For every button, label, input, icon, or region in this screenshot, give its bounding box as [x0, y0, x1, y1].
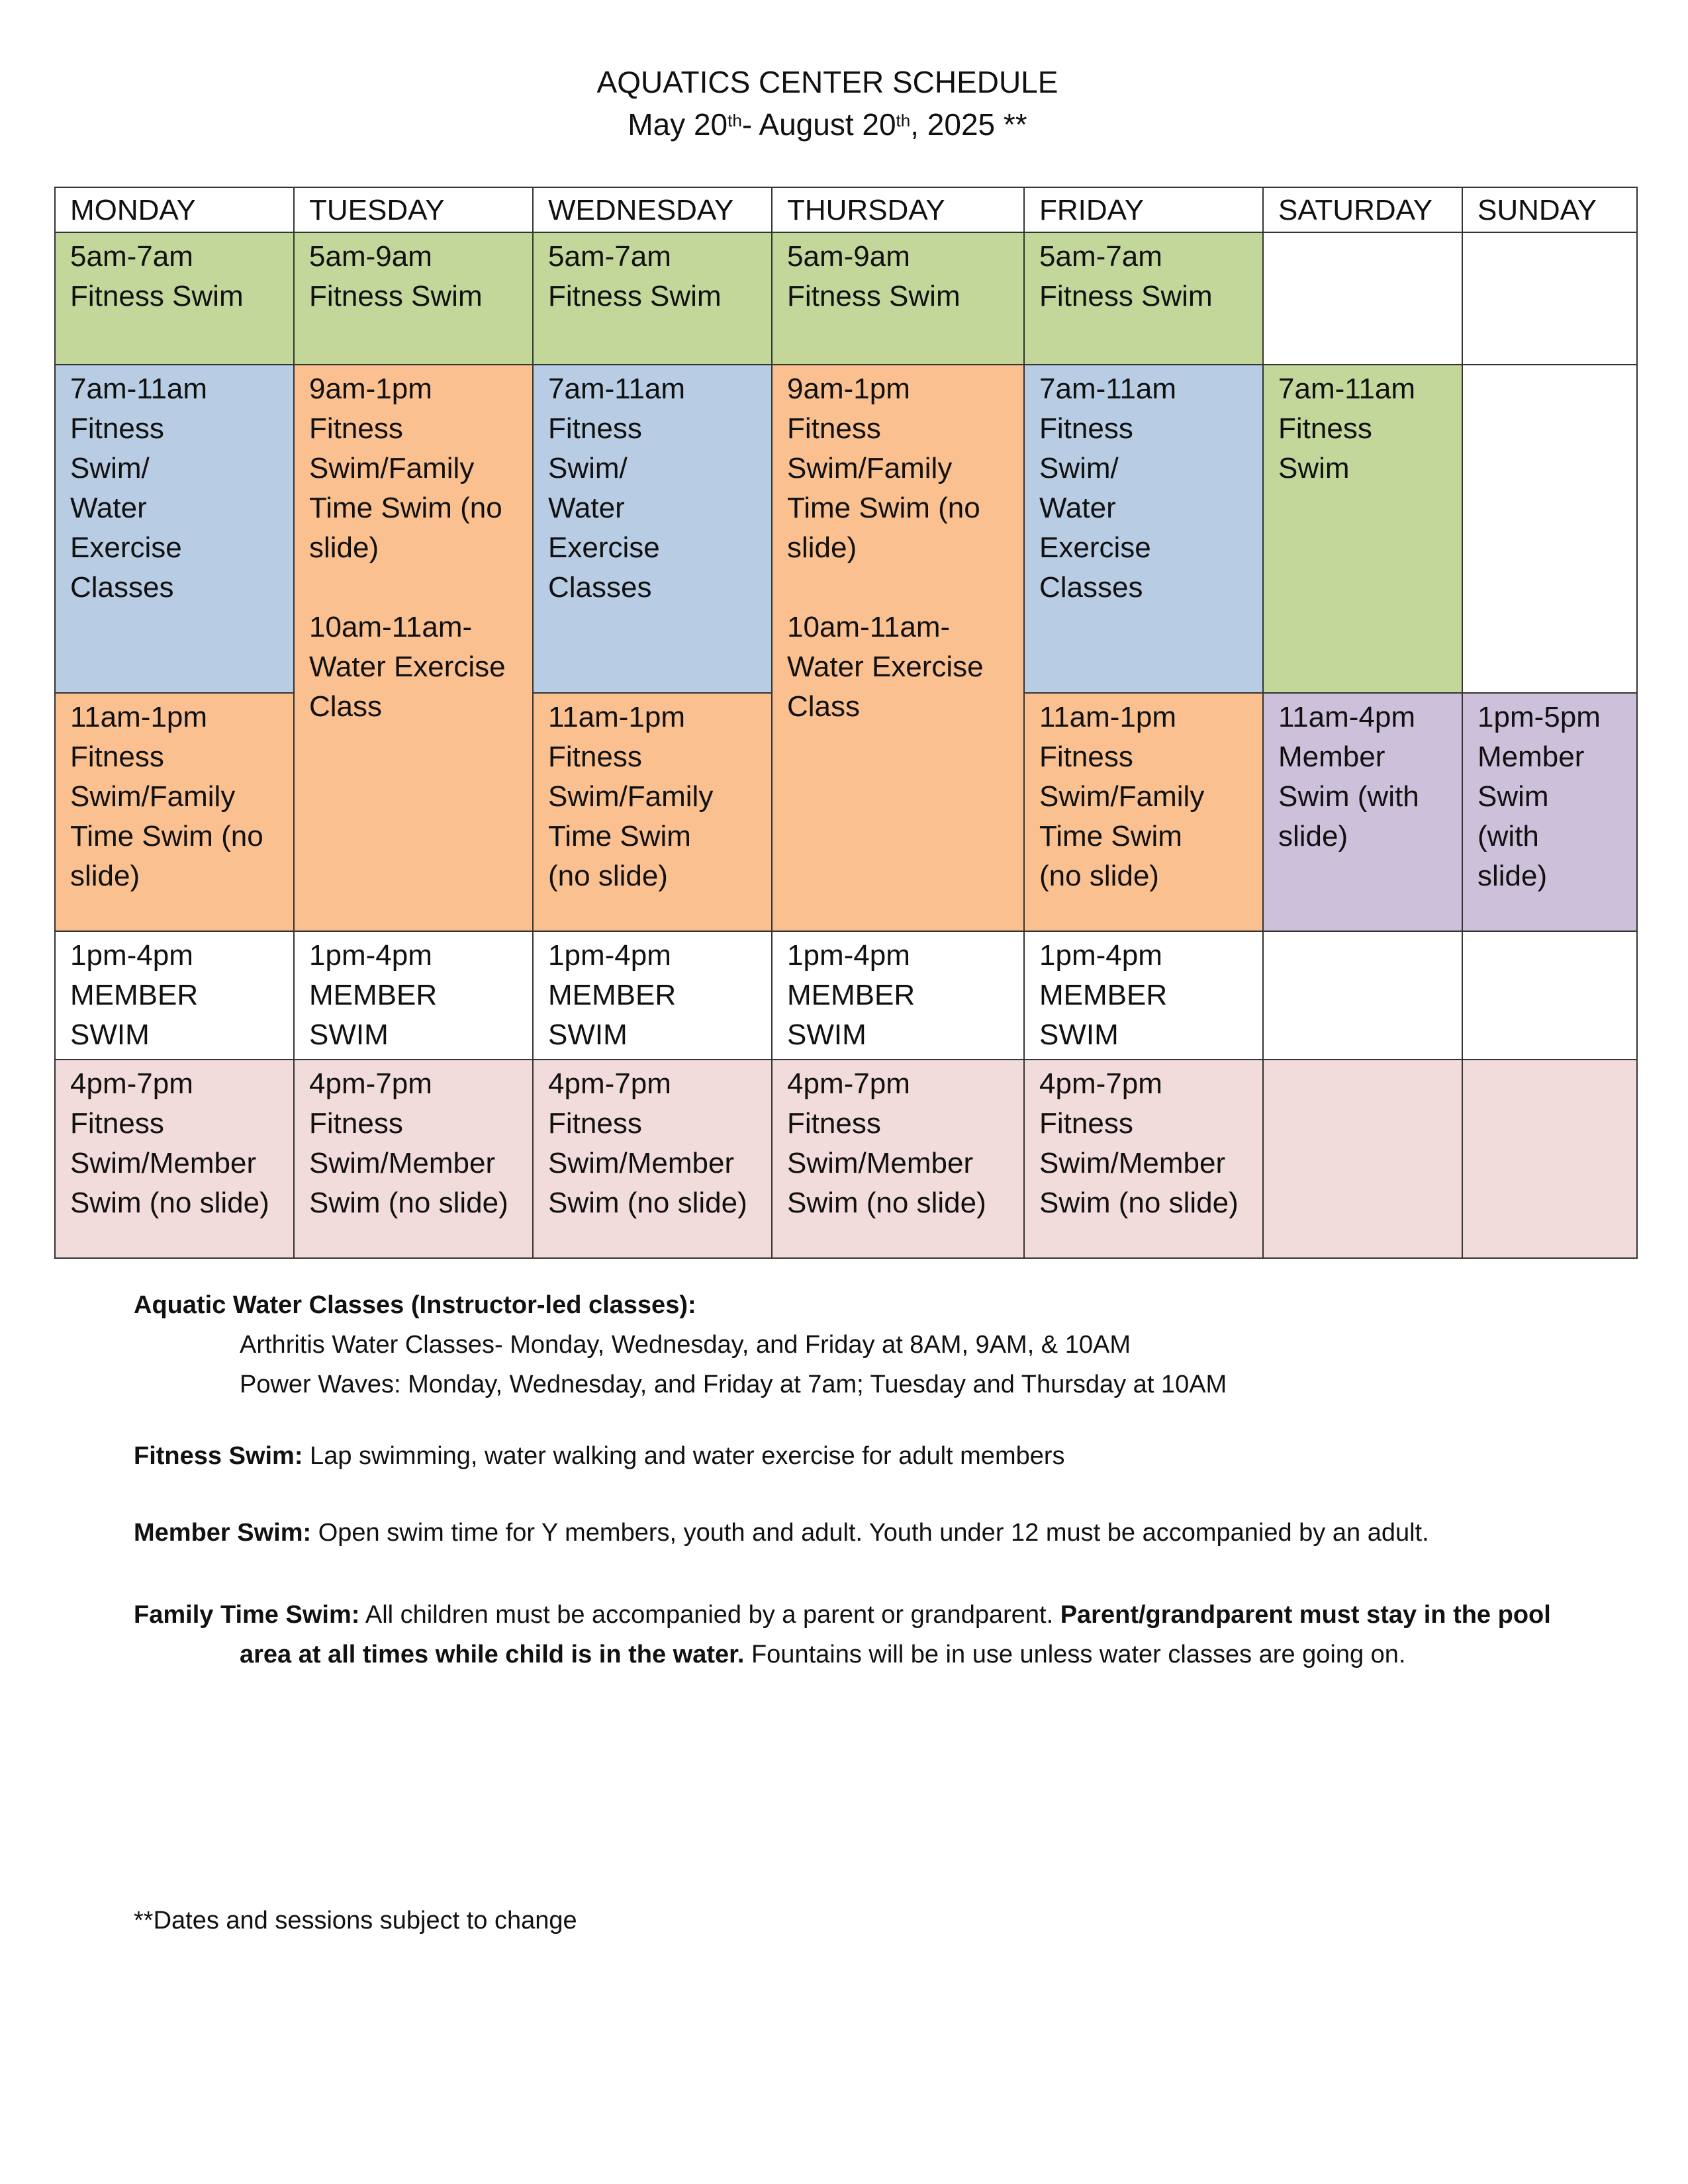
cell-thursday-morning — [772, 365, 1024, 931]
cell-line: Swim (no slide) — [787, 1187, 986, 1219]
cell-line: 7am-11am — [548, 373, 686, 405]
cell-line: 10am-11am- — [787, 611, 951, 643]
cell-line: Swim/Family — [1039, 780, 1205, 813]
day-header-monday: MONDAY — [55, 187, 294, 232]
cell-line: 5am-9am — [787, 240, 910, 273]
cell-line: Fitness — [1039, 741, 1133, 773]
family-swim-text-2: Fountains will be in use unless water classes are going on. — [744, 1641, 1406, 1668]
day-header-saturday: SATURDAY — [1263, 187, 1462, 232]
cell-line: 5am-7am — [548, 240, 671, 273]
cell-line: Time Swim — [1039, 820, 1182, 852]
date-end: , 2025 ** — [910, 107, 1027, 142]
arthritis-classes-note: Arthritis Water Classes- Monday, Wednesday, and Friday at 8AM, 9AM, & 10AM — [240, 1331, 1131, 1359]
cell-line: 5am-9am — [309, 240, 432, 273]
cell-line: 5am-7am — [70, 240, 193, 273]
cell-line: Exercise — [70, 531, 182, 564]
cell-thursday-early — [772, 232, 1024, 365]
cell-line: slide) — [309, 531, 379, 564]
fitness-swim-label: Fitness Swim: — [134, 1442, 303, 1470]
cell-line: Swim (no slide) — [1039, 1187, 1239, 1219]
cell-line: Swim/Member — [787, 1147, 974, 1179]
cell-line: 1pm-4pm — [1039, 939, 1162, 972]
cell-line: Classes — [70, 571, 174, 604]
cell-saturday-member-empty — [1263, 931, 1462, 1060]
cell-line: Water — [70, 492, 147, 524]
cell-line: Classes — [548, 571, 652, 604]
cell-friday-early — [1024, 232, 1263, 365]
date-range — [0, 103, 1655, 146]
cell-line: SWIM — [787, 1019, 867, 1051]
cell-line: Fitness Swim — [548, 280, 722, 312]
cell-line: Fitness — [548, 412, 642, 445]
cell-line: 1pm-4pm — [548, 939, 671, 972]
thursday-morning-block-b — [787, 608, 1009, 727]
cell-line: 7am-11am — [1039, 373, 1177, 405]
cell-line: Fitness — [70, 1107, 164, 1140]
cell-line: Fitness Swim — [1039, 280, 1213, 312]
cell-line: Swim/Member — [70, 1147, 257, 1179]
cell-line: (no slide) — [548, 860, 668, 892]
cell-line: Classes — [1039, 571, 1143, 604]
cell-line: slide) — [1477, 860, 1548, 892]
cell-friday-member — [1024, 931, 1263, 1060]
cell-line: (no slide) — [1039, 860, 1159, 892]
cell-line: Water Exercise — [787, 651, 984, 683]
cell-saturday-evening-empty — [1263, 1060, 1462, 1258]
cell-line: 11am-1pm — [548, 701, 686, 733]
member-swim-text: Open swim time for Y members, youth and adult. Youth under 12 must be accompanied by an adult. — [311, 1519, 1429, 1547]
power-waves-note: Power Waves: Monday, Wednesday, and Friday at 7am; Tuesday and Thursday at 10AM — [240, 1371, 1227, 1398]
cell-line: 7am-11am — [1278, 373, 1416, 405]
cell-wednesday-early — [533, 232, 772, 365]
cell-line: SWIM — [309, 1019, 389, 1051]
family-swim-bold-rule: Parent/grandparent must stay in the pool area at all times while child is in the water. — [240, 1601, 1551, 1668]
day-header-sunday: SUNDAY — [1462, 187, 1637, 232]
day-header-friday: FRIDAY — [1024, 187, 1263, 232]
cell-line: Swim — [1278, 452, 1350, 484]
cell-line: Time Swim (no — [70, 820, 263, 852]
cell-sunday-morning-empty — [1462, 365, 1637, 693]
cell-line: Fitness — [70, 741, 164, 773]
cell-line: Swim/Family — [787, 452, 953, 484]
cell-friday-morning — [1024, 365, 1263, 693]
cell-saturday-early-empty — [1263, 232, 1462, 365]
cell-line: Water Exercise — [309, 651, 506, 683]
cell-tuesday-morning — [294, 365, 533, 931]
cell-line: MEMBER — [787, 979, 915, 1011]
cell-line: Time Swim (no — [309, 492, 502, 524]
cell-line: 4pm-7pm — [787, 1068, 910, 1100]
end-superscript: th — [896, 111, 911, 130]
family-swim-definition — [134, 1595, 1557, 1674]
cell-line: Water — [548, 492, 625, 524]
cell-line: SWIM — [1039, 1019, 1119, 1051]
cell-line: Exercise — [1039, 531, 1151, 564]
cell-monday-member — [55, 931, 294, 1060]
cell-line: MEMBER — [309, 979, 438, 1011]
cell-sunday-early-empty — [1462, 232, 1637, 365]
cell-line: Swim/Family — [548, 780, 714, 813]
cell-line: Swim (with — [1278, 780, 1419, 813]
cell-line: 9am-1pm — [787, 373, 910, 405]
evening-row — [55, 1060, 1637, 1258]
start-superscript: th — [727, 111, 742, 130]
cell-line: 4pm-7pm — [1039, 1068, 1162, 1100]
member-swim-definition — [134, 1513, 1557, 1553]
cell-line: Fitness — [548, 741, 642, 773]
member-swim-label: Member Swim: — [134, 1519, 312, 1547]
day-header-wednesday: WEDNESDAY — [533, 187, 772, 232]
cell-line: SWIM — [548, 1019, 628, 1051]
cell-line: 4pm-7pm — [70, 1068, 193, 1100]
day-header-tuesday: TUESDAY — [294, 187, 533, 232]
cell-line: 1pm-5pm — [1477, 701, 1601, 733]
cell-line: Fitness — [1039, 412, 1133, 445]
cell-line: 4pm-7pm — [309, 1068, 432, 1100]
date-start: May 20 — [628, 107, 728, 142]
cell-line: Swim/Member — [548, 1147, 735, 1179]
cell-line: 4pm-7pm — [548, 1068, 671, 1100]
fitness-swim-text: Lap swimming, water walking and water exercise for adult members — [303, 1442, 1065, 1470]
cell-line: 11am-1pm — [1039, 701, 1177, 733]
cell-line: 10am-11am- — [309, 611, 473, 643]
cell-line: 5am-7am — [1039, 240, 1162, 273]
cell-line: Fitness — [1039, 1107, 1133, 1140]
cell-line: slide) — [787, 531, 857, 564]
cell-line: slide) — [70, 860, 140, 892]
cell-line: Fitness — [1278, 412, 1372, 445]
cell-line: Fitness — [787, 1107, 881, 1140]
cell-tuesday-early — [294, 232, 533, 365]
cell-line: Member — [1477, 741, 1585, 773]
cell-line: slide) — [1278, 820, 1348, 852]
cell-line: Fitness Swim — [70, 280, 244, 312]
cell-line: Swim (no slide) — [548, 1187, 747, 1219]
cell-monday-evening — [55, 1060, 294, 1258]
fitness-swim-definition — [134, 1436, 1557, 1476]
cell-line: Fitness — [309, 1107, 403, 1140]
cell-line: Swim (no slide) — [309, 1187, 508, 1219]
member-swim-row — [55, 931, 1637, 1060]
cell-line: Fitness Swim — [309, 280, 483, 312]
cell-tuesday-member — [294, 931, 533, 1060]
cell-line: Swim/ — [70, 452, 150, 484]
cell-line: Class — [309, 690, 383, 723]
notes-section — [134, 1285, 1557, 1674]
cell-line: Swim (no slide) — [70, 1187, 269, 1219]
cell-line: 9am-1pm — [309, 373, 432, 405]
cell-line: Swim/Family — [309, 452, 475, 484]
cell-line: Fitness — [548, 1107, 642, 1140]
cell-monday-midday — [55, 693, 294, 931]
cell-line: Member — [1278, 741, 1385, 773]
cell-line: Swim/Member — [1039, 1147, 1226, 1179]
cell-line: Fitness — [787, 412, 881, 445]
day-header-thursday: THURSDAY — [772, 187, 1024, 232]
family-swim-text-1: All children must be accompanied by a parent or grandparent. — [359, 1601, 1060, 1629]
cell-wednesday-evening — [533, 1060, 772, 1258]
thursday-morning-block-a — [787, 369, 1009, 568]
cell-line: Swim/Family — [70, 780, 236, 813]
cell-thursday-evening — [772, 1060, 1024, 1258]
cell-line: Class — [787, 690, 861, 723]
cell-line: 1pm-4pm — [787, 939, 910, 972]
day-header-row — [55, 187, 1637, 232]
cell-wednesday-member — [533, 931, 772, 1060]
cell-line: Time Swim (no — [787, 492, 980, 524]
cell-line: Swim/ — [548, 452, 628, 484]
cell-line: 7am-11am — [70, 373, 208, 405]
page-title — [0, 61, 1655, 146]
cell-line: Fitness — [70, 412, 164, 445]
cell-monday-morning — [55, 365, 294, 693]
tuesday-morning-block-a — [309, 369, 518, 568]
cell-line: 1pm-4pm — [309, 939, 432, 972]
cell-sunday-evening-empty — [1462, 1060, 1637, 1258]
cell-saturday-morning — [1263, 365, 1462, 693]
cell-line: Exercise — [548, 531, 660, 564]
cell-line: Swim/ — [1039, 452, 1119, 484]
cell-line: MEMBER — [1039, 979, 1168, 1011]
cell-line: Fitness — [309, 412, 403, 445]
early-row — [55, 232, 1637, 365]
schedule-table — [54, 187, 1638, 1259]
cell-saturday-midday — [1263, 693, 1462, 931]
cell-line: 1pm-4pm — [70, 939, 193, 972]
cell-line: SWIM — [70, 1019, 150, 1051]
cell-line: Swim — [1477, 780, 1549, 813]
cell-monday-early — [55, 232, 294, 365]
cell-line: MEMBER — [70, 979, 199, 1011]
cell-line: MEMBER — [548, 979, 677, 1011]
cell-line: Fitness Swim — [787, 280, 961, 312]
cell-line: 11am-4pm — [1278, 701, 1416, 733]
cell-friday-midday — [1024, 693, 1263, 931]
cell-sunday-midday — [1462, 693, 1637, 931]
footnote: **Dates and sessions subject to change — [134, 1907, 577, 1934]
cell-line: 11am-1pm — [70, 701, 208, 733]
title-line-1: AQUATICS CENTER SCHEDULE — [596, 65, 1058, 99]
tuesday-morning-block-b — [309, 608, 518, 727]
date-mid: - August 20 — [741, 107, 896, 142]
family-swim-label: Family Time Swim: — [134, 1601, 360, 1629]
cell-line: Time Swim — [548, 820, 691, 852]
cell-wednesday-midday — [533, 693, 772, 931]
cell-friday-evening — [1024, 1060, 1263, 1258]
morning-row — [55, 365, 1637, 693]
cell-tuesday-evening — [294, 1060, 533, 1258]
cell-thursday-member — [772, 931, 1024, 1060]
cell-line: Swim/Member — [309, 1147, 496, 1179]
cell-line: (with — [1477, 820, 1539, 852]
cell-wednesday-morning — [533, 365, 772, 693]
classes-heading: Aquatic Water Classes (Instructor-led classes): — [134, 1291, 696, 1319]
cell-sunday-member-empty — [1462, 931, 1637, 1060]
cell-line: Water — [1039, 492, 1116, 524]
